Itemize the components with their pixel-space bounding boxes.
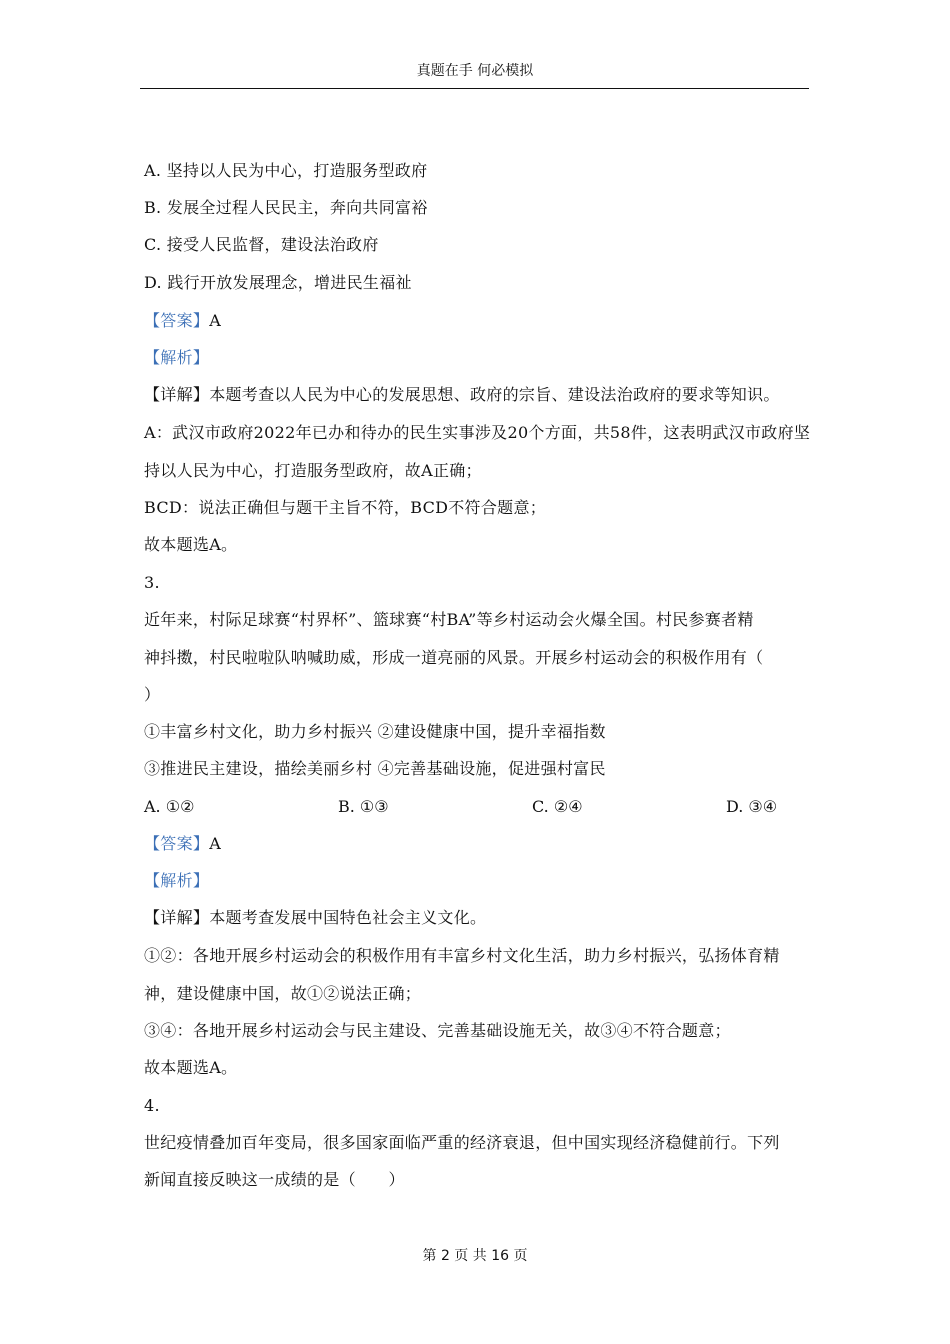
q3-choice-b: B. ①③ bbox=[338, 797, 389, 816]
answer-tag: 【答案】 bbox=[144, 834, 210, 853]
q3-stem-line: 近年来，村际足球赛“村界杯”、篮球赛“村BA”等乡村运动会火爆全国。村民参赛者精 bbox=[144, 610, 754, 629]
q2-option-a: A. 坚持以人民为中心，打造服务型政府 bbox=[144, 161, 428, 180]
detail-text: 本题考查以人民为中心的发展思想、政府的宗旨、建设法治政府的要求等知识。 bbox=[209, 385, 780, 404]
q3-detail-line: ①②：各地开展乡村运动会的积极作用有丰富乡村文化生活，助力乡村振兴，弘扬体育精 bbox=[144, 946, 780, 965]
q3-statement: ③推进民主建设，描绘美丽乡村 ④完善基础设施，促进强村富民 bbox=[144, 759, 606, 778]
q2-detail-line: BCD：说法正确但与题干主旨不符，BCD不符合题意； bbox=[144, 498, 547, 517]
q3-detail-line: 故本题选A。 bbox=[144, 1058, 238, 1077]
answer-value: A bbox=[209, 311, 222, 330]
q4-stem-line: 世纪疫情叠加百年变局，很多国家面临严重的经济衰退，但中国实现经济稳健前行。下列 bbox=[144, 1133, 780, 1152]
q2-option-c: C. 接受人民监督，建设法治政府 bbox=[144, 235, 379, 254]
q3-choice-a: A. ①② bbox=[144, 797, 195, 816]
q3-detail-line: ③④：各地开展乡村运动会与民主建设、完善基础设施无关，故③④不符合题意； bbox=[144, 1021, 731, 1040]
detail-tag: 【详解】 bbox=[144, 385, 210, 404]
detail-text: 本题考查发展中国特色社会主义文化。 bbox=[209, 908, 487, 927]
q2-detail-line: A：武汉市政府2022年已办和待办的民生实事涉及20个方面，共58件，这表明武汉市政府坚 bbox=[144, 423, 811, 442]
q2-option-d: D. 践行开放发展理念，增进民生福祉 bbox=[144, 273, 412, 292]
q3-statement: ①丰富乡村文化，助力乡村振兴 ②建设健康中国，提升幸福指数 bbox=[144, 722, 606, 741]
q4-number: 4. bbox=[144, 1096, 160, 1115]
q3-stem-line: 神抖擞，村民啦啦队呐喊助威，形成一道亮丽的风景。开展乡村运动会的积极作用有（ bbox=[144, 648, 764, 667]
q3-analysis-tag: 【解析】 bbox=[144, 871, 210, 890]
q3-answer bbox=[144, 834, 221, 854]
page-header: 真题在手 何必模拟 bbox=[416, 63, 534, 79]
answer-value: A bbox=[209, 834, 222, 853]
page-footer: 第 2 页 共 16 页 bbox=[422, 1248, 528, 1264]
detail-tag: 【详解】 bbox=[144, 908, 210, 927]
q3-detail-line bbox=[144, 908, 486, 928]
header-divider bbox=[140, 88, 809, 89]
q3-stem-line: ） bbox=[144, 685, 161, 704]
q3-choice-c: C. ②④ bbox=[532, 797, 583, 816]
q3-detail-line: 神，建设健康中国，故①②说法正确； bbox=[144, 984, 422, 1003]
q2-answer bbox=[144, 311, 221, 331]
q2-detail-line: 持以人民为中心，打造服务型政府，故A正确； bbox=[144, 461, 482, 480]
q2-detail-line bbox=[144, 385, 780, 405]
q3-number: 3. bbox=[144, 573, 160, 592]
q4-stem-line: 新闻直接反映这一成绩的是（ ） bbox=[144, 1170, 405, 1189]
q2-detail-line: 故本题选A。 bbox=[144, 535, 238, 554]
answer-tag: 【答案】 bbox=[144, 311, 210, 330]
q3-choice-d: D. ③④ bbox=[726, 797, 778, 816]
q2-analysis-tag: 【解析】 bbox=[144, 348, 210, 367]
q2-option-b: B. 发展全过程人民民主，奔向共同富裕 bbox=[144, 198, 428, 217]
